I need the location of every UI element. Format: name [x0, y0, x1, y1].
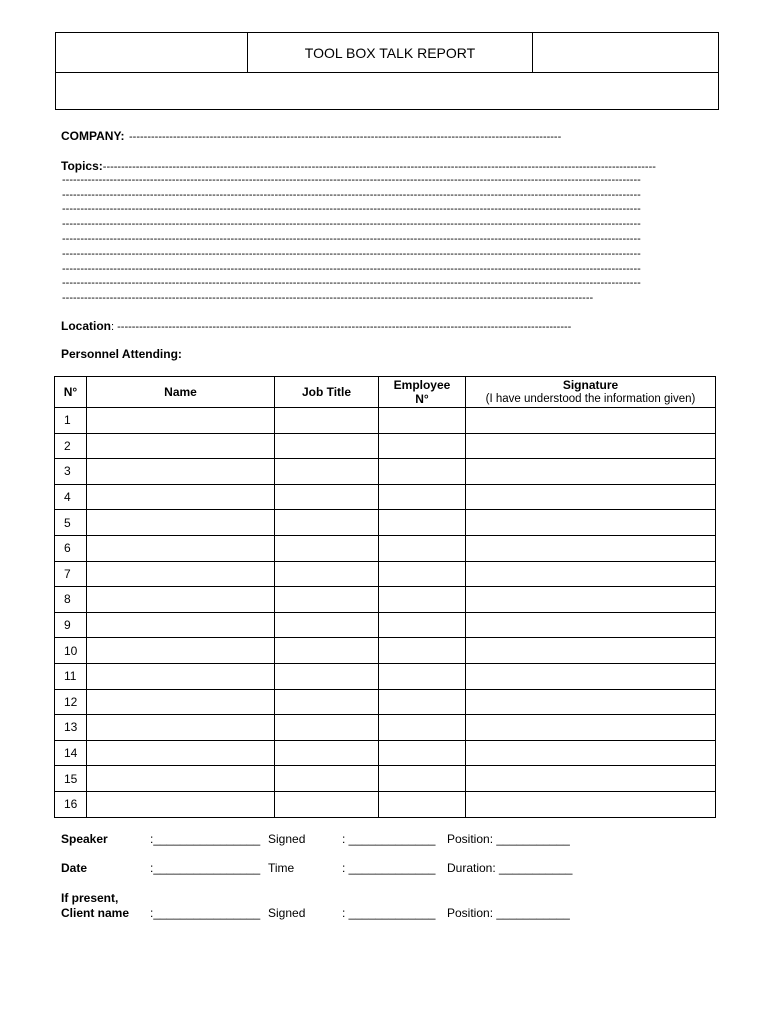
- row-number: 12: [55, 689, 87, 715]
- name-cell[interactable]: [87, 663, 275, 689]
- name-cell[interactable]: [87, 740, 275, 766]
- employee-no-cell[interactable]: [379, 459, 466, 485]
- signature-cell[interactable]: [466, 510, 716, 536]
- topics-line[interactable]: --------------------------------------------------------------------------------------------------------------------------------------------------------------: [62, 248, 641, 260]
- signature-cell[interactable]: [466, 535, 716, 561]
- table-row: [55, 715, 716, 741]
- col-header-signature-sub: (I have understood the information given): [485, 393, 696, 405]
- employee-no-cell[interactable]: [379, 715, 466, 741]
- signed-label: Signed: [268, 832, 306, 846]
- location-field[interactable]: : ----------------------------------------------------------------------------------------------------------------------------: [111, 321, 572, 333]
- employee-no-cell[interactable]: [379, 791, 466, 817]
- speaker-label: Speaker: [61, 832, 108, 846]
- row-number: 4: [55, 484, 87, 510]
- client-label-line2: Client name: [61, 906, 130, 920]
- attendance-table: [54, 376, 716, 818]
- speaker-position-field[interactable]: Position: ___________: [447, 832, 570, 846]
- time-label: Time: [268, 861, 295, 875]
- table-row: [55, 663, 716, 689]
- row-number: 14: [55, 740, 87, 766]
- name-cell[interactable]: [87, 587, 275, 613]
- row-number: 11: [55, 663, 87, 689]
- topics-line[interactable]: --------------------------------------------------------------------------------------------------------------------------------------------------------------: [62, 277, 641, 289]
- table-row: [55, 587, 716, 613]
- name-cell[interactable]: [87, 715, 275, 741]
- client-signed-label: Signed: [268, 906, 306, 920]
- table-row: [55, 791, 716, 817]
- row-number: 8: [55, 587, 87, 613]
- location-row: [61, 317, 646, 333]
- table-header-row: [55, 377, 716, 408]
- job-title-cell[interactable]: [275, 535, 379, 561]
- signature-cell[interactable]: [466, 459, 716, 485]
- topics-field[interactable]: -------------------------------------------------------------------------------------------------------------------------------------------------------: [102, 161, 656, 173]
- name-cell[interactable]: [87, 638, 275, 664]
- name-cell[interactable]: [87, 561, 275, 587]
- job-title-cell[interactable]: [275, 638, 379, 664]
- job-title-cell[interactable]: [275, 766, 379, 792]
- col-header-number: N°: [55, 377, 87, 408]
- col-header-signature: [466, 377, 716, 408]
- report-title: TOOL BOX TALK REPORT: [248, 33, 533, 73]
- date-field[interactable]: :________________: [150, 861, 261, 875]
- topics-line[interactable]: --------------------------------------------------------------------------------------------------------------------------------------------------------------: [62, 189, 641, 201]
- row-number: 2: [55, 433, 87, 459]
- table-row: [55, 740, 716, 766]
- topics-line[interactable]: --------------------------------------------------------------------------------------------------------------------------------------------------------------: [62, 218, 641, 230]
- employee-no-cell[interactable]: [379, 638, 466, 664]
- job-title-cell[interactable]: [275, 459, 379, 485]
- attendance-table-body: [55, 408, 716, 818]
- employee-no-cell[interactable]: [379, 766, 466, 792]
- signature-cell[interactable]: [466, 766, 716, 792]
- topics-label: Topics:: [61, 159, 103, 173]
- topics-line[interactable]: --------------------------------------------------------------------------------------------------------------------------------------------------------------: [62, 203, 641, 215]
- signature-cell[interactable]: [466, 791, 716, 817]
- table-row: [55, 766, 716, 792]
- col-header-employee-line1: Employee: [393, 378, 451, 392]
- signature-cell[interactable]: [466, 612, 716, 638]
- signature-cell[interactable]: [466, 740, 716, 766]
- employee-no-cell[interactable]: [379, 561, 466, 587]
- row-number: 6: [55, 535, 87, 561]
- signature-cell[interactable]: [466, 689, 716, 715]
- duration-field[interactable]: Duration: ___________: [447, 861, 573, 875]
- name-cell[interactable]: [87, 484, 275, 510]
- col-header-employee-no: [379, 377, 466, 408]
- job-title-cell[interactable]: [275, 689, 379, 715]
- name-cell[interactable]: [87, 408, 275, 434]
- job-title-cell[interactable]: [275, 510, 379, 536]
- row-number: 13: [55, 715, 87, 741]
- header-right-cell: [533, 33, 718, 73]
- topics-line[interactable]: --------------------------------------------------------------------------------------------------------------------------------------------------------------: [62, 174, 641, 186]
- table-row: [55, 459, 716, 485]
- col-header-employee-line2: N°: [415, 392, 429, 406]
- employee-no-cell[interactable]: [379, 689, 466, 715]
- employee-no-cell[interactable]: [379, 587, 466, 613]
- location-label: Location: [61, 319, 111, 333]
- signature-cell[interactable]: [466, 638, 716, 664]
- employee-no-cell[interactable]: [379, 663, 466, 689]
- client-position-field[interactable]: Position: ___________: [447, 906, 570, 920]
- company-row: [61, 127, 721, 143]
- employee-no-cell[interactable]: [379, 740, 466, 766]
- job-title-cell[interactable]: [275, 663, 379, 689]
- topics-row: [61, 157, 706, 173]
- row-number: 16: [55, 791, 87, 817]
- row-number: 5: [55, 510, 87, 536]
- client-label-line1: If present,: [61, 891, 119, 905]
- name-cell[interactable]: [87, 535, 275, 561]
- name-cell[interactable]: [87, 791, 275, 817]
- row-number: 9: [55, 612, 87, 638]
- name-cell[interactable]: [87, 510, 275, 536]
- speaker-field[interactable]: :________________: [150, 832, 261, 846]
- table-row: [55, 433, 716, 459]
- name-cell[interactable]: [87, 689, 275, 715]
- col-header-job-title: Job Title: [275, 377, 379, 408]
- client-name-field[interactable]: :________________: [150, 906, 261, 920]
- name-cell[interactable]: [87, 459, 275, 485]
- name-cell[interactable]: [87, 766, 275, 792]
- col-header-signature-title: Signature: [562, 378, 619, 392]
- row-number: 1: [55, 408, 87, 434]
- table-row: [55, 484, 716, 510]
- date-label: Date: [61, 861, 88, 875]
- header-bottom-cell: [56, 73, 718, 109]
- job-title-cell[interactable]: [275, 561, 379, 587]
- header-left-cell: [56, 33, 248, 73]
- topics-line[interactable]: --------------------------------------------------------------------------------------------------------------------------------------------------------------: [62, 263, 641, 275]
- signature-cell[interactable]: [466, 433, 716, 459]
- signature-cell[interactable]: [466, 715, 716, 741]
- time-field[interactable]: : _____________: [342, 861, 436, 875]
- job-title-cell[interactable]: [275, 587, 379, 613]
- signature-cell[interactable]: [466, 587, 716, 613]
- name-cell[interactable]: [87, 612, 275, 638]
- signature-cell[interactable]: [466, 663, 716, 689]
- topics-line[interactable]: -------------------------------------------------------------------------------------------------------------------------------------------------: [62, 292, 594, 304]
- job-title-cell[interactable]: [275, 433, 379, 459]
- employee-no-cell[interactable]: [379, 484, 466, 510]
- speaker-signed-field[interactable]: : _____________: [342, 832, 436, 846]
- job-title-cell[interactable]: [275, 484, 379, 510]
- table-row: [55, 638, 716, 664]
- employee-no-cell[interactable]: [379, 408, 466, 434]
- row-number: 10: [55, 638, 87, 664]
- job-title-cell[interactable]: [275, 408, 379, 434]
- name-cell[interactable]: [87, 433, 275, 459]
- signature-cell[interactable]: [466, 408, 716, 434]
- job-title-cell[interactable]: [275, 612, 379, 638]
- row-number: 3: [55, 459, 87, 485]
- table-row: [55, 535, 716, 561]
- table-row: [55, 561, 716, 587]
- employee-no-cell[interactable]: [379, 510, 466, 536]
- employee-no-cell[interactable]: [379, 612, 466, 638]
- company-field[interactable]: ----------------------------------------------------------------------------------------------------------------------: [129, 131, 562, 143]
- job-title-cell[interactable]: [275, 791, 379, 817]
- col-header-name: Name: [87, 377, 275, 408]
- employee-no-cell[interactable]: [379, 535, 466, 561]
- company-label: COMPANY:: [61, 129, 125, 143]
- table-row: [55, 689, 716, 715]
- employee-no-cell[interactable]: [379, 433, 466, 459]
- table-row: [55, 510, 716, 536]
- personnel-heading: Personnel Attending:: [61, 347, 182, 361]
- row-number: 15: [55, 766, 87, 792]
- table-row: [55, 408, 716, 434]
- job-title-cell[interactable]: [275, 740, 379, 766]
- signature-cell[interactable]: [466, 561, 716, 587]
- row-number: 7: [55, 561, 87, 587]
- report-header-box: [55, 32, 719, 110]
- table-row: [55, 612, 716, 638]
- signature-cell[interactable]: [466, 484, 716, 510]
- client-signed-field[interactable]: : _____________: [342, 906, 436, 920]
- job-title-cell[interactable]: [275, 715, 379, 741]
- topics-line[interactable]: --------------------------------------------------------------------------------------------------------------------------------------------------------------: [62, 233, 641, 245]
